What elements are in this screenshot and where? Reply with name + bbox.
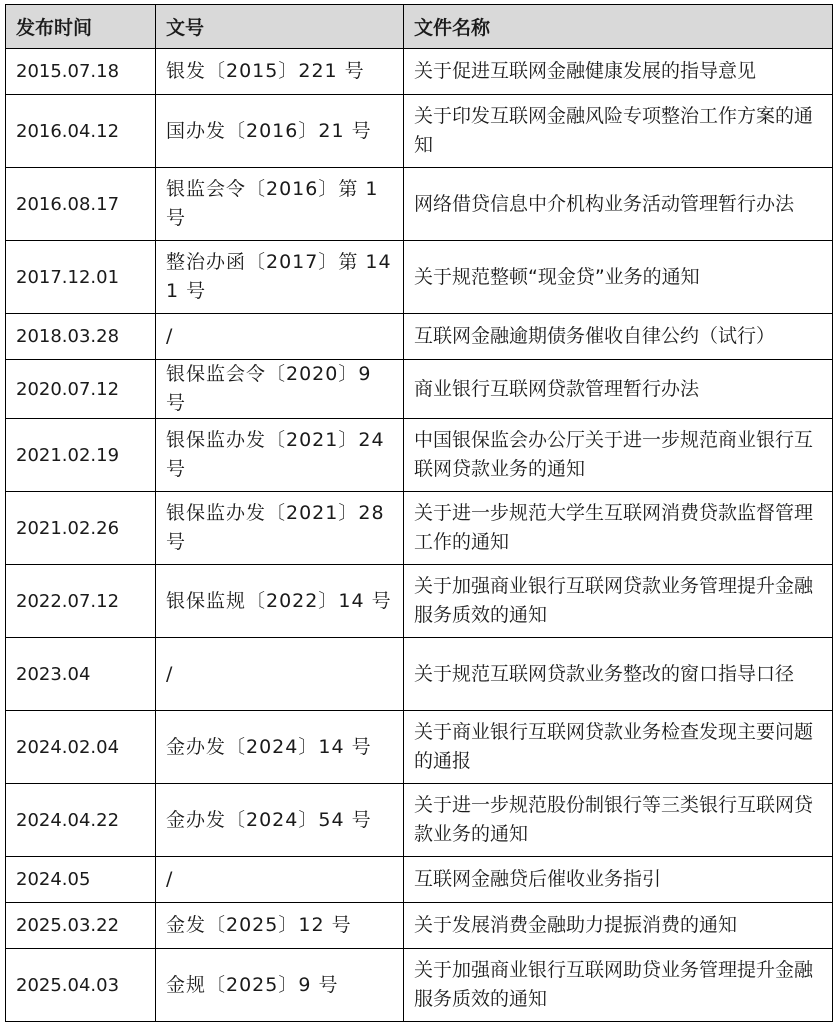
doc-title-cell: 互联网金融贷后催收业务指引 bbox=[404, 857, 833, 903]
doc-title-cell: 关于印发互联网金融风险专项整治工作方案的通知 bbox=[404, 95, 833, 168]
doc-number-cell: / bbox=[156, 857, 404, 903]
doc-number-cell: 金规〔2025〕9 号 bbox=[156, 949, 404, 1022]
doc-number-cell: 银保监规〔2022〕14 号 bbox=[156, 565, 404, 638]
doc-title-cell: 关于促进互联网金融健康发展的指导意见 bbox=[404, 49, 833, 95]
publish-date-cell: 2016.08.17 bbox=[6, 168, 156, 241]
table-row bbox=[6, 638, 833, 711]
doc-number-cell: 银保监会令〔2020〕9 号 bbox=[156, 360, 404, 419]
table-row bbox=[6, 419, 833, 492]
doc-number-cell: 整治办函〔2017〕第 141 号 bbox=[156, 241, 404, 314]
doc-number-cell: 金办发〔2024〕54 号 bbox=[156, 784, 404, 857]
publish-date-cell: 2018.03.28 bbox=[6, 314, 156, 360]
publish-date-cell: 2020.07.12 bbox=[6, 360, 156, 419]
table-row bbox=[6, 168, 833, 241]
doc-number-cell: 银监会令〔2016〕第 1 号 bbox=[156, 168, 404, 241]
doc-title-cell: 中国银保监会办公厅关于进一步规范商业银行互联网贷款业务的通知 bbox=[404, 419, 833, 492]
regulation-table bbox=[5, 4, 833, 1022]
publish-date-cell: 2016.04.12 bbox=[6, 95, 156, 168]
publish-date-cell: 2025.04.03 bbox=[6, 949, 156, 1022]
table-row bbox=[6, 903, 833, 949]
doc-number-cell: 银发〔2015〕221 号 bbox=[156, 49, 404, 95]
publish-date-cell: 2023.04 bbox=[6, 638, 156, 711]
doc-number-cell: 银保监办发〔2021〕24 号 bbox=[156, 419, 404, 492]
doc-title-cell: 商业银行互联网贷款管理暂行办法 bbox=[404, 360, 833, 419]
table-row bbox=[6, 711, 833, 784]
publish-date-cell: 2024.02.04 bbox=[6, 711, 156, 784]
doc-number-cell: 国办发〔2016〕21 号 bbox=[156, 95, 404, 168]
table-row bbox=[6, 241, 833, 314]
doc-title-cell: 关于发展消费金融助力提振消费的通知 bbox=[404, 903, 833, 949]
table-row bbox=[6, 857, 833, 903]
publish-date-cell: 2021.02.26 bbox=[6, 492, 156, 565]
table-row bbox=[6, 95, 833, 168]
table-row bbox=[6, 492, 833, 565]
doc-title-cell: 关于进一步规范股份制银行等三类银行互联网贷款业务的通知 bbox=[404, 784, 833, 857]
header-row bbox=[6, 5, 833, 49]
table-row bbox=[6, 360, 833, 419]
publish-date-cell: 2021.02.19 bbox=[6, 419, 156, 492]
doc-title-cell: 网络借贷信息中介机构业务活动管理暂行办法 bbox=[404, 168, 833, 241]
doc-number-cell: / bbox=[156, 314, 404, 360]
header-doc-number: 文号 bbox=[156, 5, 404, 49]
table-row bbox=[6, 784, 833, 857]
table-row bbox=[6, 949, 833, 1022]
doc-title-cell: 关于加强商业银行互联网贷款业务管理提升金融服务质效的通知 bbox=[404, 565, 833, 638]
doc-number-cell: / bbox=[156, 638, 404, 711]
table-row bbox=[6, 49, 833, 95]
doc-title-cell: 关于规范整顿“现金贷”业务的通知 bbox=[404, 241, 833, 314]
doc-title-cell: 关于商业银行互联网贷款业务检查发现主要问题的通报 bbox=[404, 711, 833, 784]
doc-title-cell: 关于规范互联网贷款业务整改的窗口指导口径 bbox=[404, 638, 833, 711]
doc-number-cell: 金发〔2025〕12 号 bbox=[156, 903, 404, 949]
doc-title-cell: 互联网金融逾期债务催收自律公约（试行） bbox=[404, 314, 833, 360]
doc-number-cell: 金办发〔2024〕14 号 bbox=[156, 711, 404, 784]
doc-title-cell: 关于加强商业银行互联网助贷业务管理提升金融服务质效的通知 bbox=[404, 949, 833, 1022]
table-row bbox=[6, 565, 833, 638]
publish-date-cell: 2024.05 bbox=[6, 857, 156, 903]
publish-date-cell: 2017.12.01 bbox=[6, 241, 156, 314]
publish-date-cell: 2022.07.12 bbox=[6, 565, 156, 638]
header-doc-title: 文件名称 bbox=[404, 5, 833, 49]
publish-date-cell: 2025.03.22 bbox=[6, 903, 156, 949]
header-publish-date: 发布时间 bbox=[6, 5, 156, 49]
publish-date-cell: 2024.04.22 bbox=[6, 784, 156, 857]
doc-title-cell: 关于进一步规范大学生互联网消费贷款监督管理工作的通知 bbox=[404, 492, 833, 565]
table-row bbox=[6, 314, 833, 360]
publish-date-cell: 2015.07.18 bbox=[6, 49, 156, 95]
doc-number-cell: 银保监办发〔2021〕28 号 bbox=[156, 492, 404, 565]
